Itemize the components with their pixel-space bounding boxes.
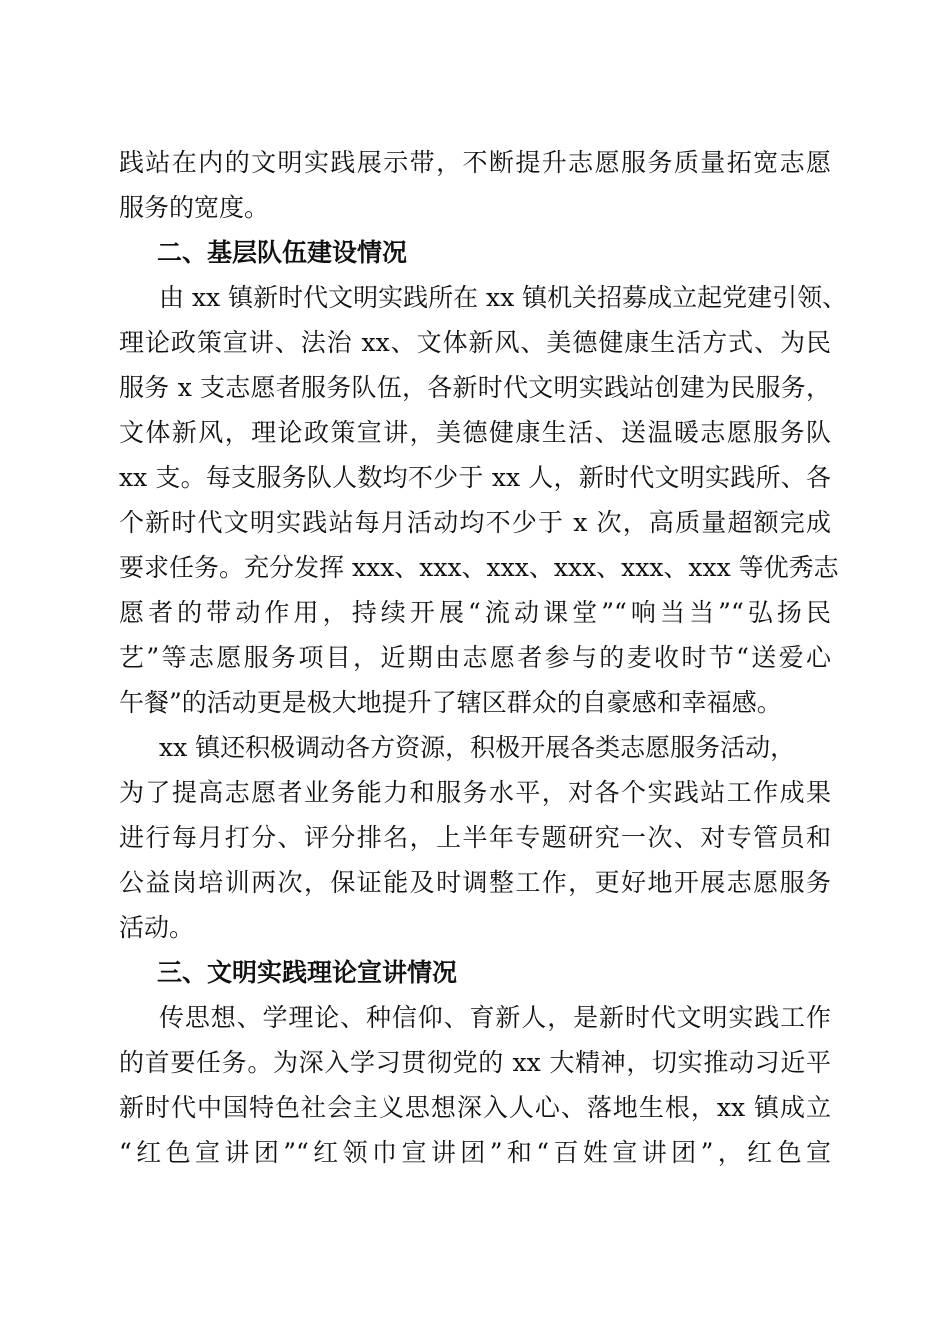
paragraph-line: xx 镇还积极调动各方资源，积极开展各类志愿服务活动， [159, 733, 796, 762]
paragraph-line: 理论政策宣讲、法治 xx、文体新风、美德健康生活方式、为民 [119, 328, 831, 357]
paragraph-line: 进行每月打分、评分排名，上半年专题研究一次、对专管员和 [119, 823, 831, 852]
paragraph-line: xx 支。每支服务队人数均不少于 xx 人，新时代文明实践所、各 [119, 463, 831, 492]
paragraph-line: “红色宣讲团”“红领巾宣讲团”和“百姓宣讲团”，红色宣 [119, 1138, 831, 1167]
paragraph-line: 为了提高志愿者业务能力和服务水平，对各个实践站工作成果 [119, 778, 831, 807]
paragraph-line: 服务的宽度。 [119, 193, 270, 222]
paragraph-line: 由 xx 镇新时代文明实践所在 xx 镇机关招募成立起党建引领、 [159, 283, 848, 312]
paragraph-line: 新时代中国特色社会主义思想深入人心、落地生根，xx 镇成立 [119, 1093, 831, 1122]
paragraph-line: 艺”等志愿服务项目，近期由志愿者参与的麦收时节“送爱心 [119, 643, 831, 672]
section-heading-2: 二、基层队伍建设情况 [157, 238, 408, 267]
paragraph-line: 文体新风，理论政策宣讲，美德健康生活、送温暖志愿服务队 [119, 418, 831, 447]
section-heading-3: 三、文明实践理论宣讲情况 [157, 958, 458, 987]
paragraph-line: 要求任务。充分发挥 xxx、xxx、xxx、xxx、xxx、xxx 等优秀志 [119, 553, 839, 582]
paragraph-line: 传思想、学理论、种信仰、育新人，是新时代文明实践工作 [159, 1003, 831, 1032]
paragraph-line: 活动。 [119, 913, 195, 942]
paragraph-line: 的首要任务。为深入学习贯彻党的 xx 大精神，切实推动习近平 [119, 1048, 831, 1077]
paragraph-line: 愿者的带动作用，持续开展“流动课堂”“响当当”“弘扬民 [119, 598, 831, 627]
paragraph-line: 服务 x 支志愿者服务队伍，各新时代文明实践站创建为民服务， [119, 373, 831, 402]
paragraph-line: 公益岗培训两次，保证能及时调整工作，更好地开展志愿服务 [119, 868, 831, 897]
paragraph-line: 践站在内的文明实践展示带，不断提升志愿服务质量拓宽志愿 [119, 148, 831, 177]
paragraph-line: 午餐”的活动更是极大地提升了辖区群众的自豪感和幸福感。 [119, 688, 782, 717]
paragraph-line: 个新时代文明实践站每月活动均不少于 x 次，高质量超额完成 [119, 508, 831, 537]
